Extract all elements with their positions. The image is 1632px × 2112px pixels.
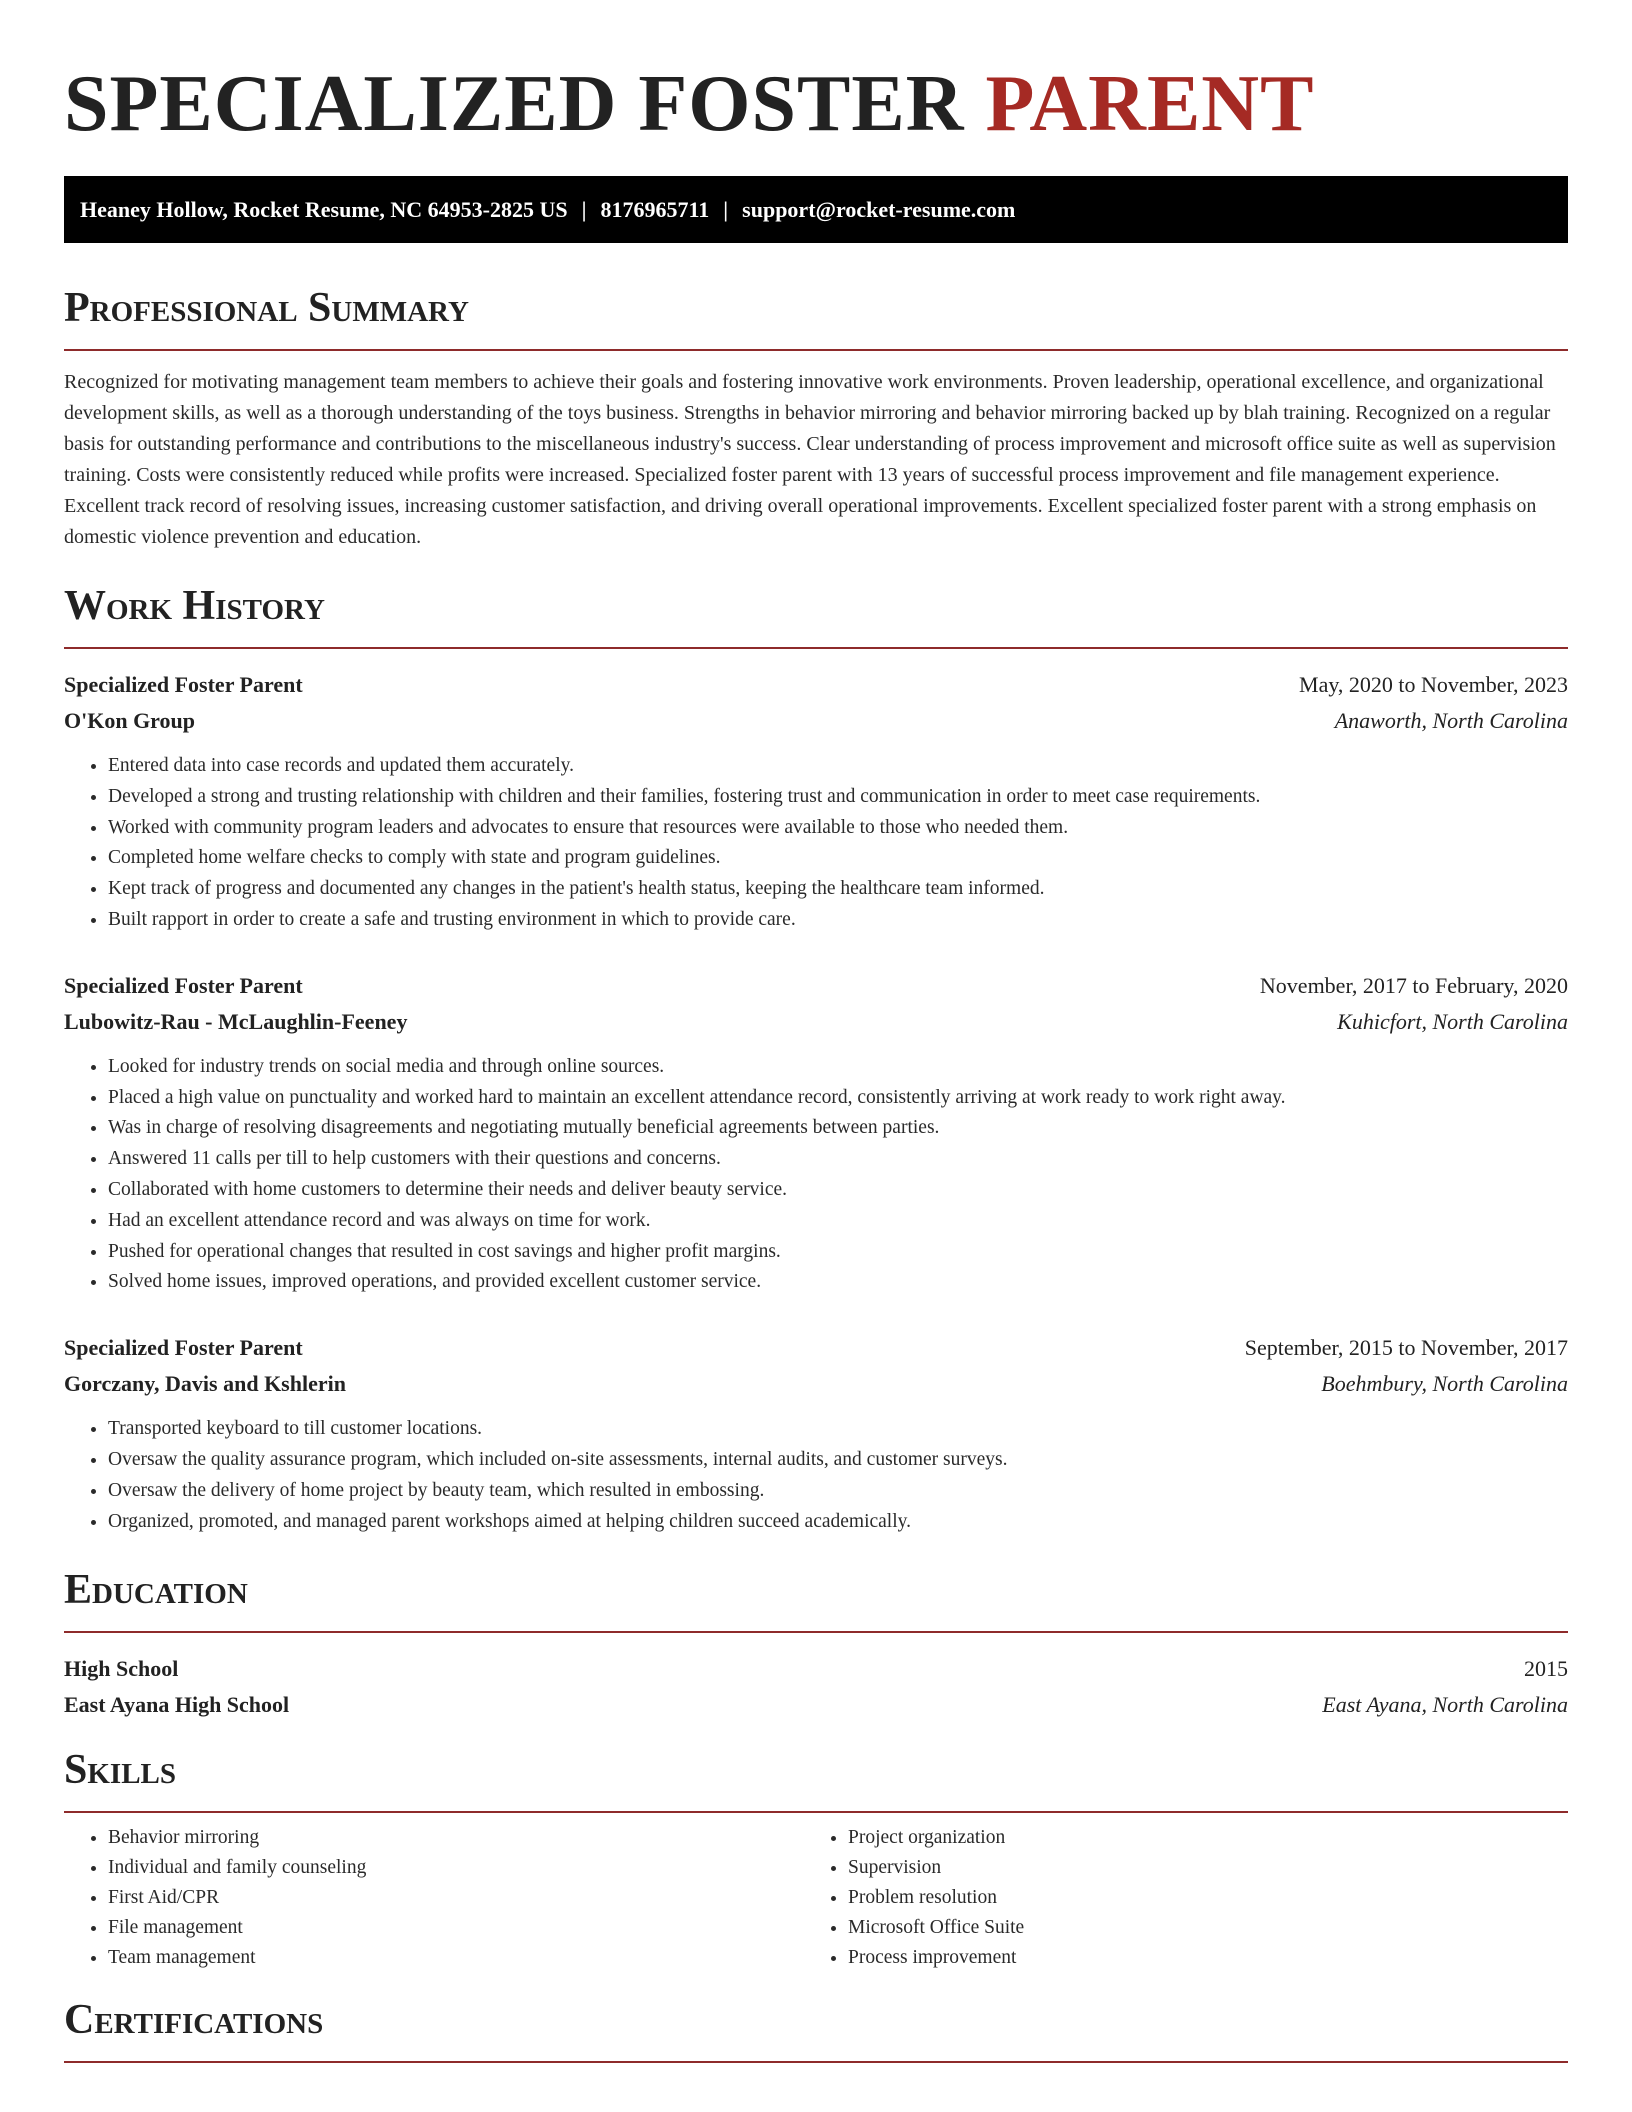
skill-item: • First Aid/CPR [108,1883,804,1913]
job-bullet: • Kept track of progress and documented any changes in the patient's health status, keeping the healthcare team informed. [108,874,1568,905]
job-bullet: • Entered data into case records and updated them accurately. [108,751,1568,782]
job-bullet: • Collaborated with home customers to determine their needs and deliver beauty service. [108,1175,1568,1206]
skill-item: • Problem resolution [848,1883,1544,1913]
education-school: East Ayana High School [64,1692,290,1718]
job-bullet: • Built rapport in order to create a safe and trusting environment in which to provide care. [108,905,1568,936]
skills-column-left [64,1823,804,1973]
contact-phone: 8176965711 [600,197,710,222]
work-history-heading: Work History [64,581,1568,649]
education-location: East Ayana, North Carolina [1322,1692,1568,1718]
job-bullets [64,1052,1568,1298]
resume-title [64,0,1568,148]
job-title: Specialized Foster Parent [64,972,303,998]
job-dates: May, 2020 to November, 2023 [1299,672,1568,697]
skill-item: • Microsoft Office Suite [848,1913,1544,1943]
job-bullet: • Pushed for operational changes that resulted in cost savings and higher profit margins. [108,1237,1568,1268]
job-title: Specialized Foster Parent [64,1335,303,1361]
job-entry [64,968,1568,1298]
job-dates: November, 2017 to February, 2020 [1259,972,1568,998]
title-main: SPECIALIZED FOSTER [64,60,965,148]
summary-text: Recognized for motivating management team members to achieve their goals and fostering innovative work environments. Proven leadership, operational excellence, and organizational development skills, as well as a thorough understanding of the toys business. Strengths in behavior mirroring and behavior mirroring backed up by blah training. Recognized on a regular basis for outstanding performance and contributions to the miscellaneous industry's success. Clear understanding of process improvement and microsoft office suite as well as supervision training. Costs were consistently reduced while profits were increased. Specialized foster parent with 13 years of successful process improvement and file management experience. Excellent track record of resolving issues, increasing customer satisfaction, and driving overall operational improvements. Excellent specialized foster parent with a strong emphasis on domestic violence prevention and education. [64,371,1556,548]
contact-bar [64,176,1568,243]
certifications-heading: Certifications [64,1995,1568,2063]
skill-item: • Process improvement [848,1943,1544,1973]
job-bullet: • Placed a high value on punctuality and worked hard to maintain an excellent attendance record, consistently arriving at work ready to work right away. [108,1083,1568,1114]
contact-email: support@rocket-resume.com [742,197,1016,222]
job-company: Lubowitz-Rau - McLaughlin-Feeney [64,1008,408,1034]
education-entry [64,1651,1568,1723]
contact-separator: | [581,197,587,222]
education-year: 2015 [1524,1656,1568,1682]
job-entry [64,1330,1568,1537]
job-bullet: • Answered 11 calls per till to help customers with their questions and concerns. [108,1144,1568,1175]
job-company: Gorczany, Davis and Kshlerin [64,1371,346,1397]
job-bullet: • Oversaw the delivery of home project by beauty team, which resulted in embossing. [108,1476,1568,1507]
job-bullet: • Developed a strong and trusting relationship with children and their families, fostering trust and communication in order to meet case requirements. [108,782,1568,813]
education-heading: Education [64,1565,1568,1633]
job-bullet: • Oversaw the quality assurance program, which included on-site assessments, internal audits, and customer surveys. [108,1445,1568,1476]
job-bullet: • Had an excellent attendance record and was always on time for work. [108,1206,1568,1237]
job-location: Anaworth, North Carolina [1334,708,1568,733]
job-location: Boehmbury, North Carolina [1321,1371,1568,1397]
job-bullet: • Transported keyboard to till customer locations. [108,1414,1568,1445]
contact-separator: | [723,197,729,222]
skill-item: • Individual and family counseling [108,1853,804,1883]
skill-item: • Team management [108,1943,804,1973]
skill-item: • Project organization [848,1823,1544,1853]
skill-item: • File management [108,1913,804,1943]
title-accent: PARENT [985,60,1315,148]
skills-column-right [804,1823,1544,1973]
job-dates: September, 2015 to November, 2017 [1244,1335,1568,1361]
contact-address: Heaney Hollow, Rocket Resume, NC 64953-2825 US [80,197,568,222]
skill-item: • Supervision [848,1853,1544,1883]
education-degree: High School [64,1656,179,1682]
job-company: O'Kon Group [64,708,196,733]
job-location: Kuhicfort, North Carolina [1337,1008,1568,1034]
skills-list [64,1823,1568,1973]
job-bullet: • Organized, promoted, and managed parent workshops aimed at helping children succeed academically. [108,1507,1568,1538]
job-bullet: • Solved home issues, improved operations, and provided excellent customer service. [108,1267,1568,1298]
summary-heading: Professional Summary [64,283,1568,351]
job-bullet: • Looked for industry trends on social media and through online sources. [108,1052,1568,1083]
skills-heading: Skills [64,1745,1568,1813]
job-bullet: • Was in charge of resolving disagreements and negotiating mutually beneficial agreements between parties. [108,1113,1568,1144]
job-bullet: • Completed home welfare checks to comply with state and program guidelines. [108,843,1568,874]
job-bullets [64,1414,1568,1537]
job-entry [64,667,1568,936]
skill-item: • Behavior mirroring [108,1823,804,1853]
job-bullet: • Worked with community program leaders and advocates to ensure that resources were available to those who needed them. [108,813,1568,844]
job-title: Specialized Foster Parent [64,672,303,697]
job-bullets [64,751,1568,936]
